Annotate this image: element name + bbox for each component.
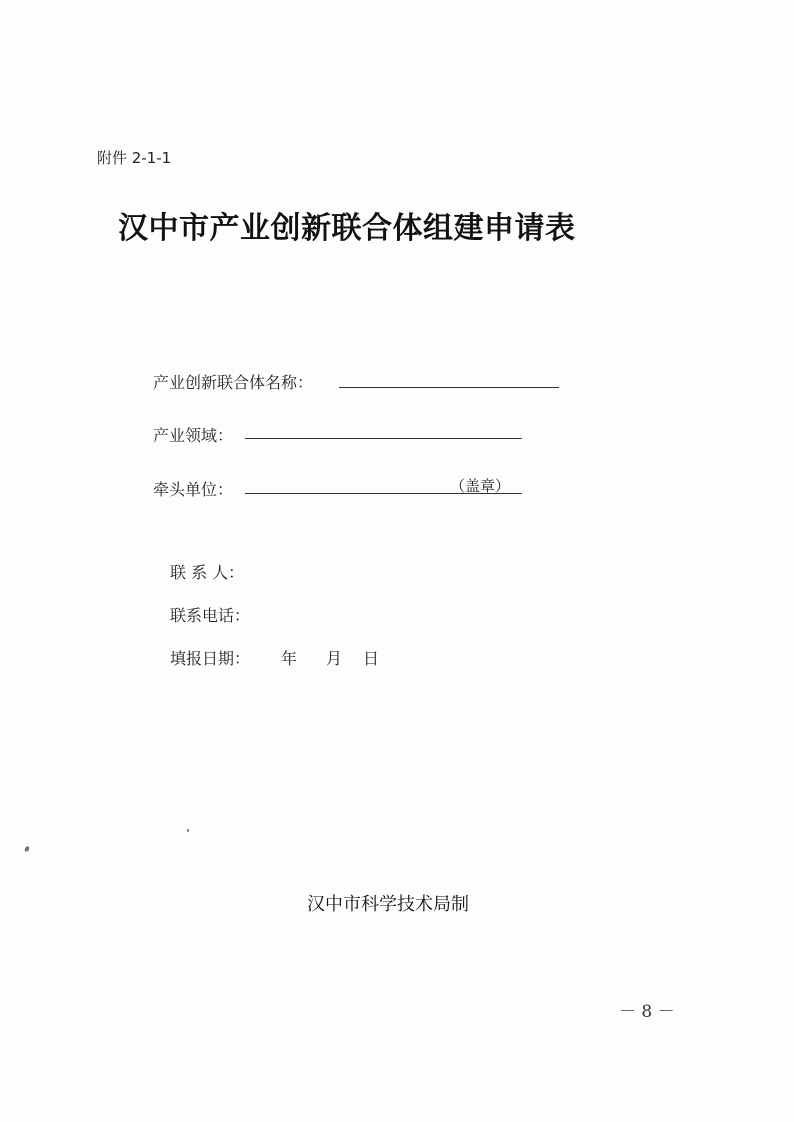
scan-speck xyxy=(24,845,30,852)
seal-note: （盖章） xyxy=(450,477,511,495)
contact-person-label: 联 系 人： xyxy=(170,563,245,582)
lead-unit-label: 牵头单位： xyxy=(153,480,234,499)
attachment-label: 附件 2-1-1 xyxy=(97,149,172,167)
date-year-label: 年 xyxy=(281,649,298,668)
scan-speck xyxy=(187,829,189,832)
industry-field-input[interactable] xyxy=(245,438,522,439)
page-number: － 8 － xyxy=(619,1002,675,1022)
contact-phone-label: 联系电话： xyxy=(170,606,251,625)
fill-date-label: 填报日期： xyxy=(170,649,251,668)
industry-field-label: 产业领域： xyxy=(153,426,234,445)
consortium-name-label: 产业创新联合体名称： xyxy=(153,373,314,392)
date-month-label: 月 xyxy=(326,649,343,668)
form-title: 汉中市产业创新联合体组建申请表 xyxy=(118,211,576,246)
date-day-label: 日 xyxy=(363,649,380,668)
footer-issuer: 汉中市科学技术局制 xyxy=(307,894,469,915)
consortium-name-field[interactable] xyxy=(339,387,559,388)
